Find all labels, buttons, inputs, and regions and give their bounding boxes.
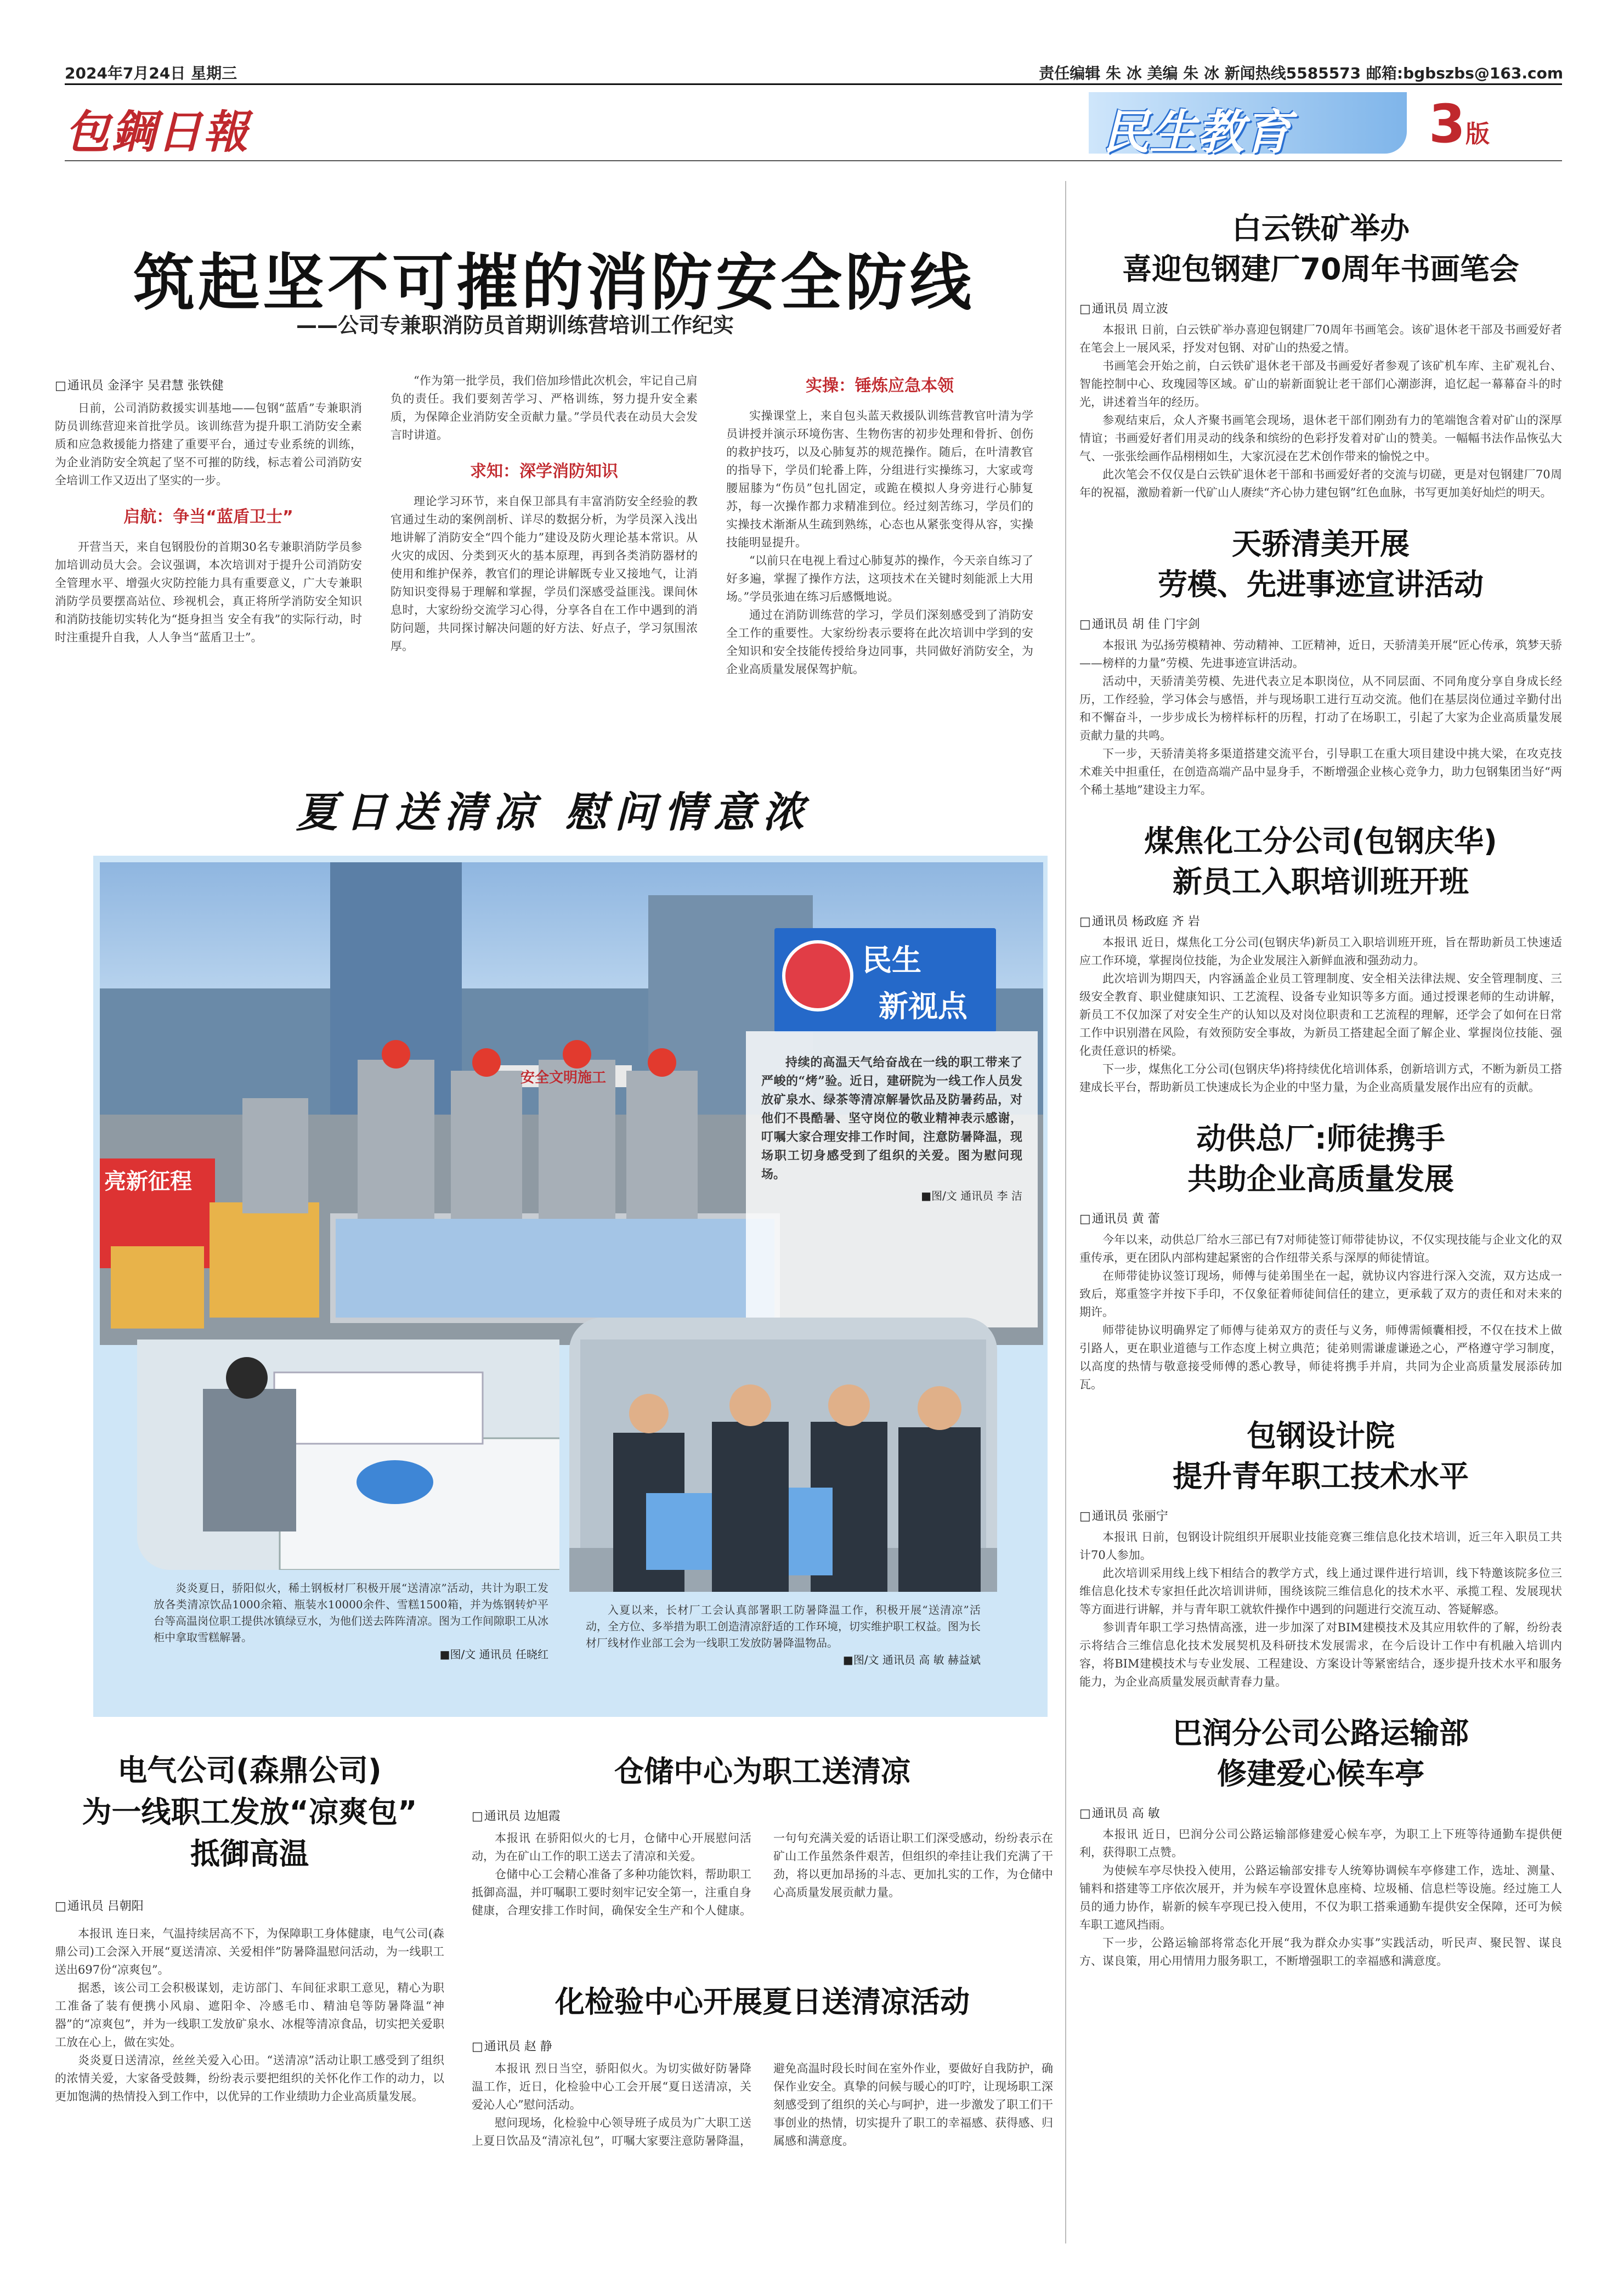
article-lab-paragraph: 本报讯 烈日当空，骄阳似火。为切实做好防暑降温工作，近日，化检验中心工会开展“夏日送清凉，关爱沁人心”慰问活动。	[472, 2062, 751, 2111]
s3-title-2: 新员工入职培训班开班	[1173, 864, 1469, 899]
top-rule	[65, 83, 1562, 85]
article-electric-byline: □ 通讯员 吕朝阳	[55, 1897, 444, 1914]
s2-paragraph: 下一步，天骄清美将多渠道搭建交流平台，引导职工在重大项目建设中挑大梁，在攻克技术难关中担重任，在创造高端产品中显身手，不断增强企业核心竞争力，助力包钢集团当好“两个稀土基地”建设主力军。	[1079, 747, 1562, 796]
page-number: 3	[1429, 93, 1465, 155]
photo-workers	[569, 1318, 997, 1592]
workers-illustration	[569, 1318, 997, 1592]
caption-box-2	[154, 1580, 548, 1661]
article-lab	[472, 1980, 1053, 2150]
s5-paragraph: 此次培训采用线上线下相结合的教学方式，线上通过课件进行培训，线下特邀该院多位三维信息化技术专家担任此次培训讲师，围绕该院三维信息化的技术水平、承揽工程、发展现状等方面进行讲解，并与青年职工就软件操作中遇到的问题进行交流互动、答疑解惑。	[1079, 1567, 1562, 1616]
lead-paragraph: 开营当天，来自包钢股份的首期30名专兼职消防学员参加培训动员大会。会议强调，本次培训对于提升公司消防安全管理水平、增强火灾防控能力具有重要意义，广大专兼职消防学员要摆高站位、珍视机会，真正将所学消防安全知识和消防技能切实转化为“挺身担当 安全有我”的实际行动，时时注重提升自我，人人争当“蓝盾卫士”。	[55, 540, 362, 644]
s6-title-1: 巴润分公司公路运输部	[1173, 1716, 1469, 1750]
s6-paragraph: 为使候车亭尽快投入使用，公路运输部安排专人统筹协调候车亭修建工作，选址、测量、铺料和搭建等工序依次展开，并为候车亭设置休息座椅、垃圾桶、信息栏等设施。经过施工人员的通力协作，崭新的候车亭现已投入使用，不仅为职工搭乘通勤车提供安全保障，还可为候车职工遮风挡雨。	[1079, 1864, 1562, 1931]
masthead	[0, 0, 1624, 181]
issue-date: 2024年7月24日 星期三	[65, 64, 237, 82]
lead-col-1	[55, 399, 362, 647]
s6-byline: □ 通讯员 高 敏	[1079, 1804, 1562, 1821]
s5-title-2: 提升青年职工技术水平	[1173, 1459, 1469, 1494]
s2-byline: □ 通讯员 胡 佳 门宇剑	[1079, 615, 1562, 632]
lead-paragraph: 实操课堂上，来自包头蓝天救援队训练营教官叶清为学员讲授并演示环境伤害、生物伤害的初步处理和骨折、创伤的救护技巧，以及心肺复苏的规范操作。随后，在叶清教官的指导下，学员们轮番上阵，分组进行实操练习，大家或弯腰屈膝为“伤员”包扎固定，或跪在模拟人身旁进行心肺复苏，每一次操作都力求精准到位。经过刻苦练习，学员们的实操技术渐渐从生疏到熟练，心态也从紧张变得从容，实操技能明显提升。	[726, 409, 1033, 549]
s2-paragraph: 本报讯 为弘扬劳模精神、劳动精神、工匠精神，近日，天骄清美开展“匠心传承，筑梦天骄——榜样的力量”劳模、先进事迹宣讲活动。	[1079, 638, 1562, 670]
caption-box-1	[746, 1031, 1038, 1327]
sidebar-article-2	[1079, 524, 1562, 799]
paper-logo: 包鋼日報	[65, 106, 249, 159]
s2-title-1: 天骄清美开展	[1232, 527, 1410, 561]
sidebar-article-3	[1079, 821, 1562, 1097]
badge-line-1: 民生	[862, 943, 921, 977]
lead-subtitle: ——公司专兼职消防员首期训练营培训工作纪实	[296, 313, 734, 337]
s1-paragraph: 此次笔会不仅仅是白云铁矿退休老干部和书画爱好者的交流与切磋，更是对包钢建厂70周年的祝福，激励着新一代矿山人赓续“齐心协力建包钢”红色血脉，书写更加美好灿烂的明天。	[1079, 468, 1562, 499]
badge-line-2: 新视点	[879, 989, 967, 1024]
s4-paragraph: 师带徒协议明确界定了师傅与徒弟双方的责任与义务，师傅需倾囊相授，不仅在技术上做引路人，更在职业道德与工作态度上树立典范；徒弟则需谦虚谦逊之心，严格遵守学习制度，以高度的热情与敬意接受师傅的悉心教导，师徒将携手并肩，共同为企业高质量发展添砖加瓦。	[1079, 1324, 1562, 1391]
s1-paragraph: 参观结束后，众人齐聚书画笔会现场，退休老干部们刚劲有力的笔端饱含着对矿山的深厚情谊；书画爱好者们用灵动的线条和缤纷的色彩抒发着对矿山的赞美。一幅幅书法作品恢弘大气、一张张绘画作品栩栩如生，大家沉浸在艺术创作带来的愉悦之中。	[1079, 414, 1562, 463]
article-electric	[55, 1750, 444, 2106]
freezer-illustration	[137, 1340, 559, 1570]
caption-1: 持续的高温天气给奋战在一线的职工带来了严峻的“烤”验。近日，建研院为一线工作人员发放矿泉水、绿茶等清凉解暑饮品及防暑药品，对他们不畏酷暑、坚守岗位的敬业精神表示感谢，叮嘱大家合理安排工作时间，注意防暑降温，现场职工切身感受到了组织的关爱。图为慰问现场。	[761, 1055, 1022, 1182]
lead-subhead-1: 启航：争当“蓝盾卫士”	[123, 507, 293, 527]
column-divider	[1065, 181, 1066, 2243]
article-storage-byline: □ 通讯员 边旭霞	[472, 1807, 1053, 1824]
caption-3: 入夏以来，长材厂工会认真部署职工防暑降温工作，积极开展“送清凉”活动，全方位、多举措为职工创造清凉舒适的工作环境，切实维护职工权益。图为长材厂线材作业部工会为一线职工发放防暑降温物品。	[586, 1603, 981, 1649]
s6-paragraph: 下一步，公路运输部将常态化开展“我为群众办实事”实践活动，听民声、聚民智、谋良方、谋良策，用心用情用力服务职工，不断增强职工的幸福感和满意度。	[1079, 1936, 1562, 1968]
article-lab-byline: □ 通讯员 赵 静	[472, 2037, 1053, 2054]
section-name: 民生教育	[1102, 105, 1291, 160]
sidebar-article-4	[1079, 1118, 1562, 1394]
article-electric-title-2: 为一线职工发放“凉爽包”	[82, 1795, 417, 1829]
sidebar	[1079, 208, 1562, 2238]
article-storage-paragraph: 本报讯 在骄阳似火的七月，仓储中心开展慰问活动，为在矿山工作的职工送去了清凉和关爱。	[472, 1832, 751, 1863]
article-lab-title: 化检验中心开展夏日送清凉活动	[555, 1985, 970, 2019]
page-suffix: 版	[1465, 120, 1490, 148]
article-storage-paragraph: 仓储中心工会精心准备了多种功能饮料，帮助职工抵御高温，并叮嘱职工要时刻牢记安全第一，注重自身健康，合理安排工作时间，确保安全生产和个人健康。一句句充满关爱的话语让职工们深受感动，纷纷表示在矿山工作虽然条件艰苦，但组织的牵挂让我们充满了干劲，将以更加昂扬的斗志、更加扎实的工作，为仓储中心高质量发展贡献力量。	[472, 1832, 1053, 1917]
article-lab-paragraph: 慰问现场，化检验中心领导班子成员为广大职工送上夏日饮品及“清凉礼包”，叮嘱大家要注意防暑降温，避免高温时段长时间在室外作业，要做好自我防护，确保作业安全。真挚的问候与暖心的叮咛，让现场职工深刻感受到了组织的关心与呵护，进一步激发了职工们干事创业的热情，切实提升了职工的幸福感、获得感、归属感和满意度。	[472, 2062, 1053, 2147]
editor-line: 责任编辑 朱 冰 美编 朱 冰 新闻热线5585573 邮箱:bgbszbs@163.com	[1039, 64, 1563, 82]
caption-2: 炎炎夏日，骄阳似火，稀土钢板材厂积极开展“送清凉”活动，共计为职工发放各类清凉饮品1000余箱、瓶装水10000余件、雪糕1500箱，并为炼钢转炉平台等高温岗位职工提供冰镇绿豆水，为他们送去阵阵清凉。图为工作间隙职工从冰柜中拿取雪糕解暑。	[154, 1581, 548, 1644]
s6-title-2: 修建爱心候车亭	[1217, 1756, 1424, 1791]
masthead-rule	[65, 160, 1562, 161]
bottom-articles	[55, 1750, 1053, 2243]
s6-paragraph: 本报讯 近日，巴润分公司公路运输部修建爱心候车亭，为职工上下班等待通勤车提供便利，获得职工点赞。	[1079, 1828, 1562, 1859]
s3-paragraph: 下一步，煤焦化工分公司(包钢庆华)将持续优化培训体系，创新培训方式，不断为新员工搭建成长平台，帮助新员工快速成长为企业的中坚力量，为企业高质量发展作出应有的贡献。	[1079, 1062, 1562, 1094]
article-storage	[472, 1750, 1053, 1920]
lead-paragraph: 通过在消防训练营的学习，学员们深刻感受到了消防安全工作的重要性。大家纷纷表示要将在此次培训中学到的安全知识和安全技能传授给身边同事，共同做好消防安全，为企业高质量发展保驾护航。	[726, 608, 1033, 676]
article-electric-title-3: 抵御高温	[190, 1836, 309, 1871]
s4-title-1: 动供总厂:师徒携手	[1196, 1121, 1445, 1156]
s4-title-2: 共助企业高质量发展	[1187, 1162, 1454, 1196]
feature-banner: 夏日送清凉 慰问情意浓	[296, 788, 812, 837]
s3-byline: □ 通讯员 杨政庭 齐 岩	[1079, 912, 1562, 929]
article-electric-paragraph: 本报讯 连日来，气温持续居高不下，为保障职工身体健康，电气公司(森鼎公司)工会深入开展“夏送清凉、关爱相伴”防暑降温慰问活动，为一线职工送出697份“凉爽包”。	[55, 1927, 444, 1976]
lead-article	[55, 181, 1053, 757]
s5-byline: □ 通讯员 张丽宁	[1079, 1507, 1562, 1524]
credit-2: ■图/文 通讯员 任晓红	[439, 1648, 548, 1661]
lead-col-2	[391, 372, 698, 655]
feature-section	[55, 757, 1053, 1717]
lead-paragraph: 理论学习环节，来自保卫部具有丰富消防安全经验的教官通过生动的案例剖析、详尽的数据分析，为学员深入浅出地讲解了消防安全“四个能力”建设及防火理论基本常识。从火灾的成因、分类到灭火的基本原理，再到各类消防器材的使用和维护保养，教官们的理论讲解既专业又接地气，让消防知识变得易于理解和掌握，学员们深感受益匪浅。课间休息时，大家纷纷交流学习心得，分享各自在工作中遇到的消防问题，共同探讨解决问题的好方法、好点子，学习氛围浓厚。	[391, 495, 698, 653]
s1-paragraph: 书画笔会开始之前，白云铁矿退休老干部及书画爱好者参观了该矿机车库、主矿观礼台、智能控制中心、玫瑰园等区域。矿山的崭新面貌让老干部们心潮澎湃，追忆起一幕幕奋斗的时光，讲述着当年的经历。	[1079, 359, 1562, 409]
credit-3: ■图/文 通讯员 高 敏 赫益斌	[842, 1653, 981, 1666]
s1-byline: □ 通讯员 周立波	[1079, 299, 1562, 317]
s5-paragraph: 本报讯 日前，包钢设计院组织开展职业技能竞赛三维信息化技术培训，近三年入职员工共计70人参加。	[1079, 1530, 1562, 1562]
photo-freezer	[137, 1340, 559, 1570]
sidebar-article-1	[1079, 208, 1562, 502]
s1-paragraph: 本报讯 日前，白云铁矿举办喜迎包钢建厂70周年书画笔会。该矿退休老干部及书画爱好者在笔会上一展风采，抒发对包钢、对矿山的热爱之情。	[1079, 323, 1562, 354]
s2-title-2: 劳模、先进事迹宣讲活动	[1158, 567, 1484, 602]
article-electric-paragraph: 炎炎夏日送清凉，丝丝关爱入心田。“送清凉”活动让职工感受到了组织的浓情关爱，大家备受鼓舞，纷纷表示要把组织的关怀化作工作的动力，以更加饱满的热情投入到工作中，以优异的工作业绩助力企业高质量发展。	[55, 2054, 444, 2103]
s1-title-2: 喜迎包钢建厂70周年书画笔会	[1122, 252, 1519, 286]
badge-minsheng	[774, 928, 996, 1032]
article-storage-title: 仓储中心为职工送清凉	[614, 1754, 910, 1789]
s2-paragraph: 活动中，天骄清美劳模、先进代表立足本职岗位，从不同层面、不同角度分享自身成长经历，工作经验，学习体会与感悟，并与现场职工进行互动交流。他们在基层岗位通过辛勤付出和不懈奋斗，一步步成长为榜样标杆的历程，打动了在场职工，引起了大家为企业高质量发展贡献力量的共鸣。	[1079, 675, 1562, 742]
s3-title-1: 煤焦化工分公司(包钢庆华)	[1144, 824, 1497, 858]
lead-paragraph: “作为第一批学员，我们倍加珍惜此次机会，牢记自己肩负的责任。我们要刻苦学习、严格训练，努力提升安全素质，为保障企业消防安全贡献力量。”学员代表在动员大会发言时讲道。	[391, 374, 698, 442]
lead-subhead-3: 实操：锤炼应急本领	[806, 376, 954, 395]
s4-paragraph: 在师带徒协议签订现场，师傅与徒弟围坐在一起，就协议内容进行深入交流，双方达成一致后，郑重签字并按下手印，不仅象征着师徒间信任的建立，更承载了双方的责任和对未来的期许。	[1079, 1269, 1562, 1319]
credit-1: ■图/文 通讯员 李 洁	[921, 1189, 1022, 1202]
s3-paragraph: 本报讯 近日，煤焦化工分公司(包钢庆华)新员工入职培训班开班，旨在帮助新员工快速适应工作环境，掌握岗位技能，为企业发展注入新鲜血液和强劲动力。	[1079, 936, 1562, 967]
article-electric-title-1: 电气公司(森鼎公司)	[117, 1753, 382, 1788]
caption-box-3	[586, 1602, 981, 1667]
lead-byline: □ 通讯员 金泽宇 吴君慧 张铁健	[55, 376, 224, 393]
s1-title-1: 白云铁矿举办	[1232, 211, 1410, 246]
s4-paragraph: 今年以来，动供总厂给水三部已有7对师徒签订师带徒协议，不仅实现技能与企业文化的双重传承，更在团队内部构建起紧密的合作纽带关系与深厚的师徒情谊。	[1079, 1233, 1562, 1264]
site-red-banner: 亮新征程	[104, 1169, 192, 1194]
s5-title-1: 包钢设计院	[1247, 1418, 1395, 1453]
heart-icon	[782, 940, 853, 1011]
sidebar-article-6	[1079, 1713, 1562, 1970]
lead-paragraph: 日前，公司消防救援实训基地——包钢“蓝盾”专兼职消防员训练营迎来首批学员。该训练营为提升职工消防安全素质和应急救援能力搭建了重要平台，通过专业系统的训练，为企业消防安全筑起了坚不可摧的防线，标志着公司消防安全培训工作又迈出了坚实的一步。	[55, 402, 362, 487]
s5-paragraph: 参训青年职工学习热情高涨，进一步加深了对BIM建模技术及其应用软件的了解，纷纷表示将结合三维信息化技术发展契机及科研技术发展需求，在今后设计工作中有机融入培训内容，将BIM建模技术与专业发展、工程建设、方案设计等紧密结合，逐步提升技术水平和服务能力，为企业高质量发展贡献青春力量。	[1079, 1621, 1562, 1688]
site-sign: 安全文明施工	[520, 1070, 606, 1086]
s3-paragraph: 此次培训为期四天，内容涵盖企业员工管理制度、安全相关法律法规、安全管理制度、三级安全教育、职业健康知识、工艺流程、设备专业知识等多方面。通过授课老师的生动讲解，新员工不仅加深了对安全生产的认知以及对岗位职责和工艺流程的理解，还学会了如何在日常工作中识别潜在风险，有效预防安全事故，为新员工搭建起全面了解企业、掌握岗位技能、强化责任意识的桥梁。	[1079, 972, 1562, 1058]
lead-paragraph: “以前只在电视上看过心肺复苏的操作，今天亲自练习了好多遍，掌握了操作方法，这项技术在关键时刻能派上大用场。”学员张迪在练习后感慨地说。	[726, 554, 1033, 603]
article-electric-paragraph: 据悉，该公司工会积极谋划，走访部门、车间征求职工意见，精心为职工准备了装有便携小风扇、遮阳伞、冷感毛巾、精油皂等防暑降温“神器”的“凉爽包”，并为一线职工发放矿泉水、冰棍等清凉食品，切实把关爱职工放在心上，做在实处。	[55, 1981, 444, 2049]
sidebar-article-5	[1079, 1416, 1562, 1691]
s4-byline: □ 通讯员 黄 蕾	[1079, 1210, 1562, 1227]
lead-subhead-2: 求知：深学消防知识	[470, 462, 618, 481]
lead-title: 筑起坚不可摧的消防安全防线	[133, 247, 975, 319]
lead-col-3	[726, 372, 1033, 679]
